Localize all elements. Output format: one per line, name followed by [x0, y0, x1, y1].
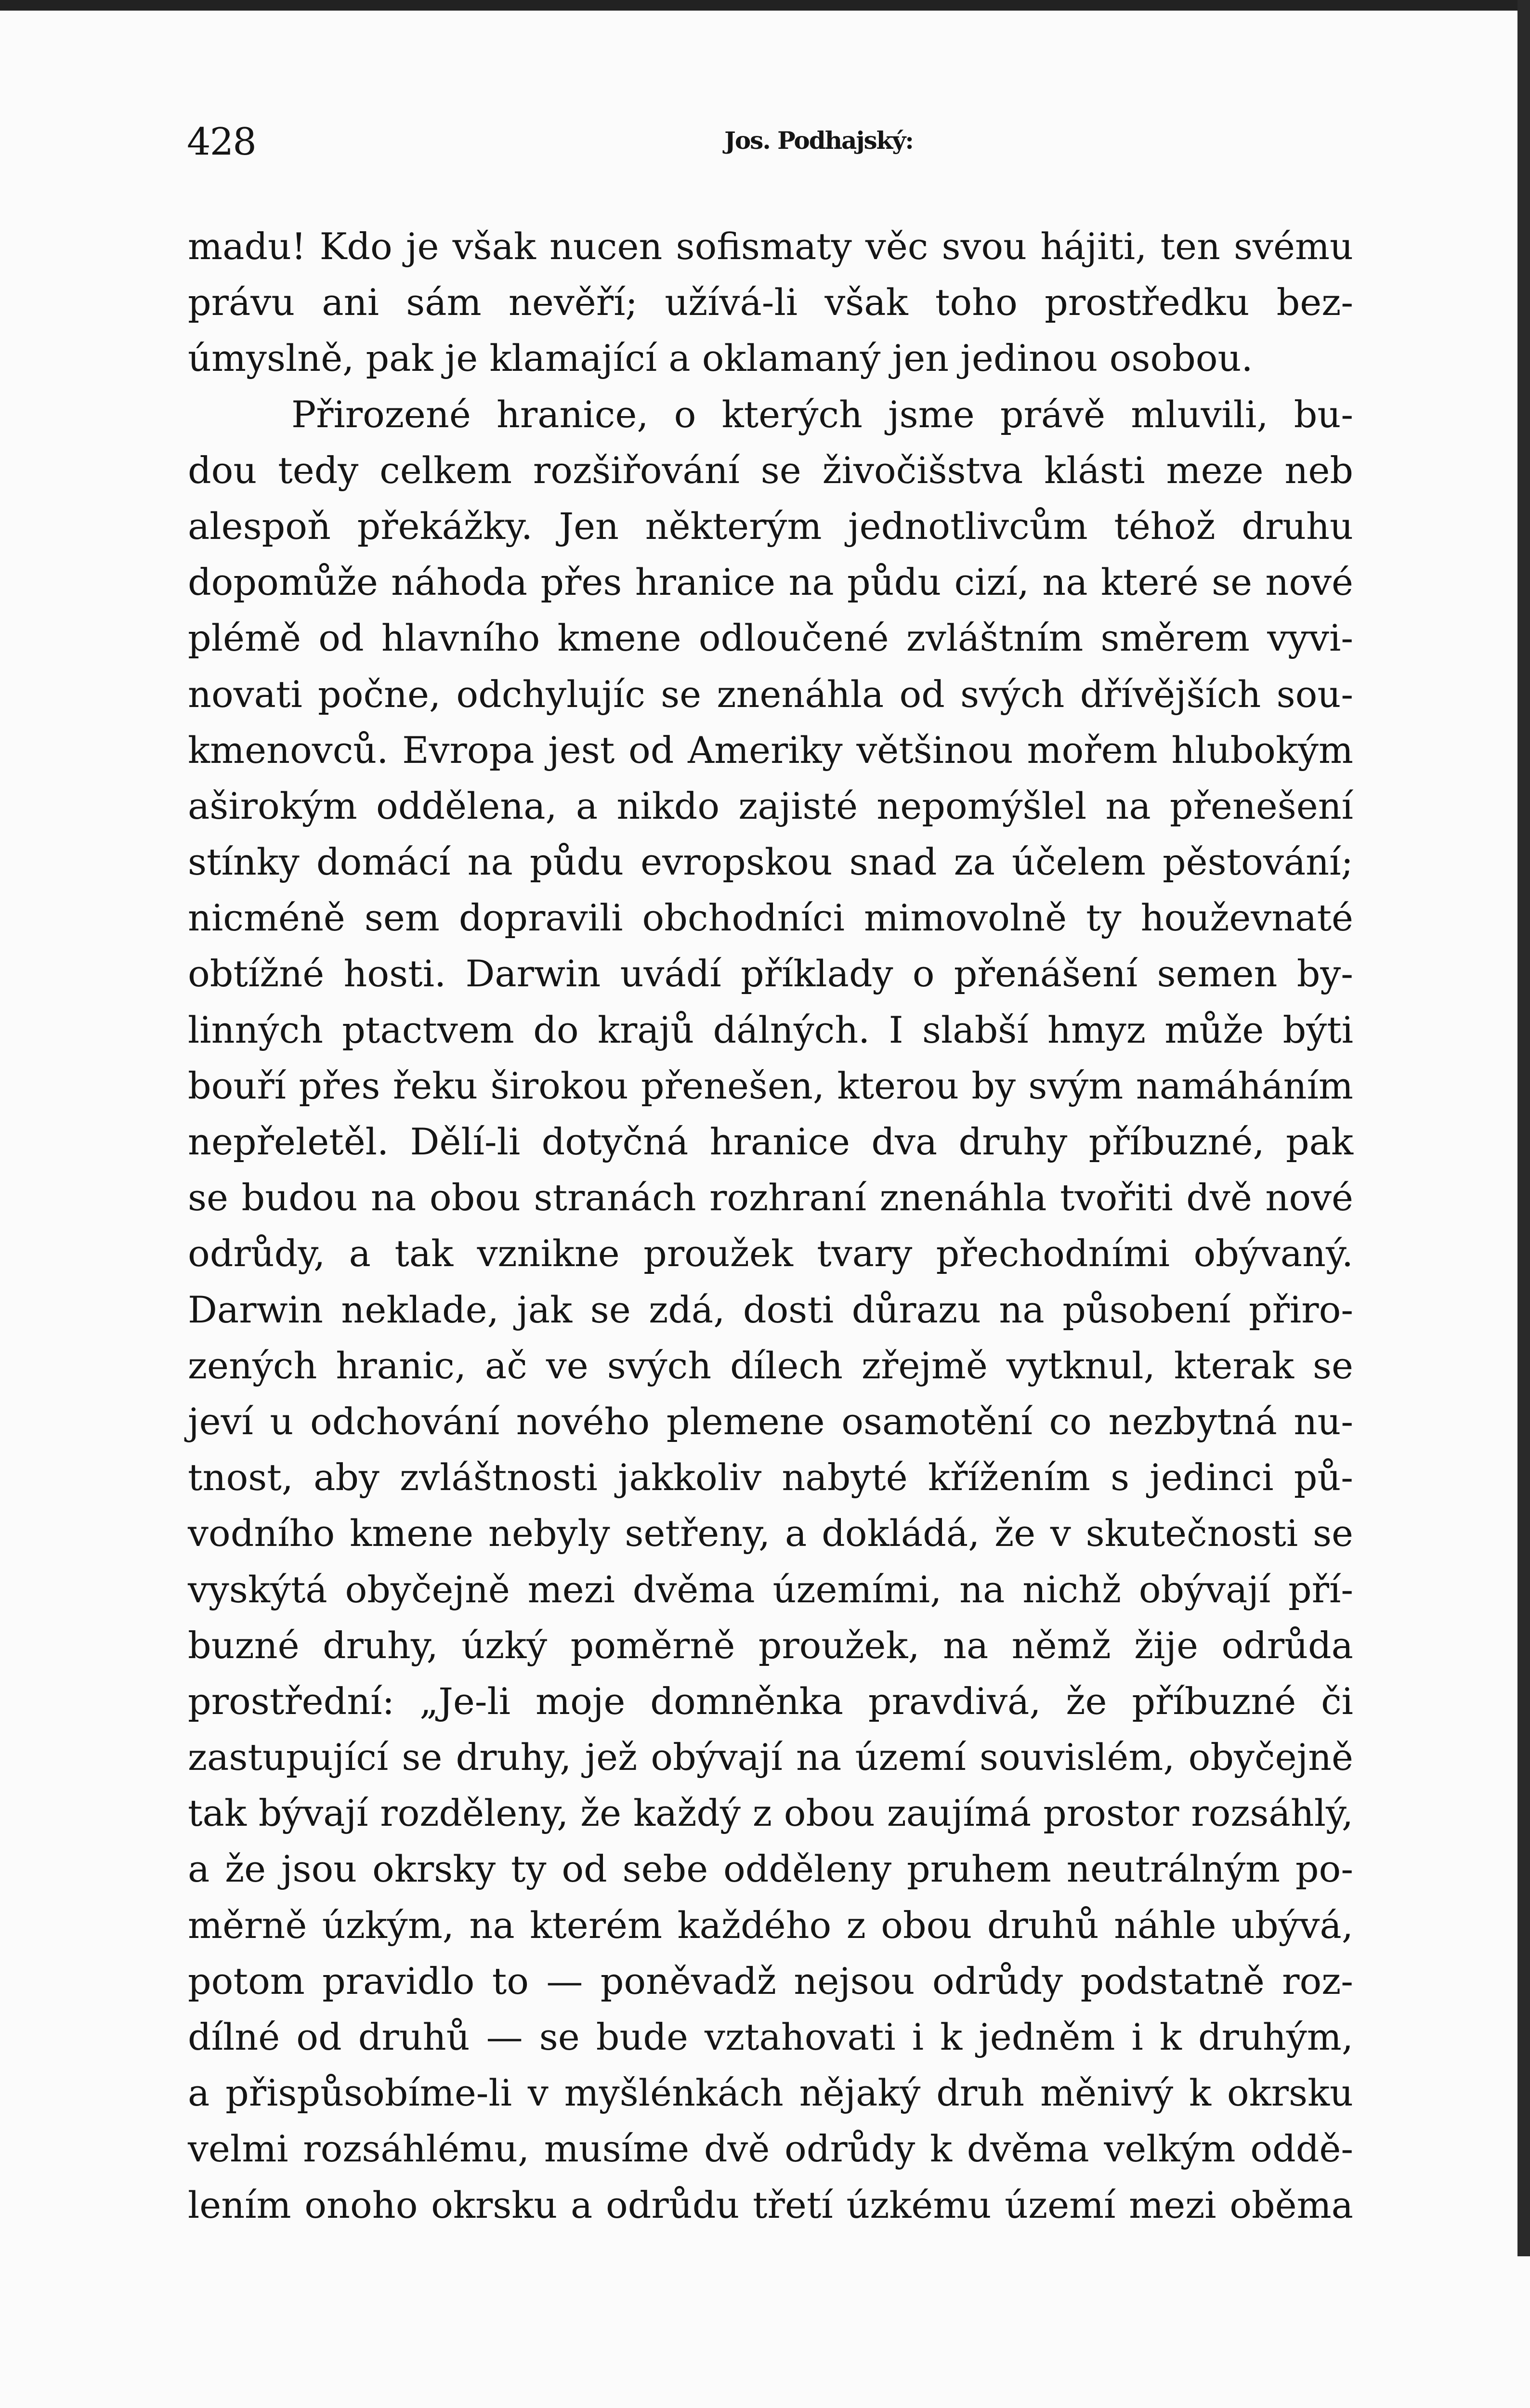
scan-border-top: [0, 0, 1530, 11]
text-line: [188, 782, 1353, 838]
text-line-content: právu ani sám nevěří; užívá-li však toho prostředku bez-: [188, 281, 1353, 324]
text-line-content: Přirozené hranice, o kterých jsme právě mluvili, bu-: [291, 393, 1353, 436]
text-line: [188, 1062, 1353, 1118]
text-line-content: tak bývají rozděleny, že každý z obou zaujímá prostor rozsáhlý,: [188, 1792, 1353, 1835]
text-line-content: bouří přes řeku širokou přenešen, kterou by svým namáháním: [188, 1064, 1353, 1107]
text-line-content: Darwin neklade, jak se zdá, dosti důrazu na působení přiro-: [188, 1288, 1353, 1331]
text-line-content: madu! Kdo je však nucen sofismaty věc svou hájiti, ten svému: [188, 225, 1353, 268]
text-line: [188, 838, 1353, 894]
text-line-content: alespoň překážky. Jen některým jednotlivcům téhož druhu: [188, 504, 1353, 548]
text-line: [188, 446, 1353, 502]
text-line: [188, 1677, 1353, 1733]
text-line-content: tnost, aby zvláštnosti jakkoliv nabyté křížením s jedinci pů-: [188, 1456, 1353, 1499]
text-line-content: obtížné hosti. Darwin uvádí příklady o přenášení semen by-: [188, 952, 1353, 995]
text-line: [188, 1118, 1353, 1174]
text-line-content: nicméně sem dopravili obchodníci mimovolně ty houževnaté: [188, 896, 1353, 940]
text-line: [188, 894, 1353, 950]
text-line-content: úmyslně, pak je klamající a oklamaný jen jedinou osobou.: [188, 337, 1253, 380]
text-line: [188, 1622, 1353, 1677]
text-line: [188, 1845, 1353, 1901]
page-number: 428: [187, 120, 256, 164]
text-line-content: buzné druhy, úzký poměrně proužek, na němž žije odrůda: [188, 1623, 1353, 1667]
text-line: [188, 278, 1353, 334]
text-line-content: aširokým oddělena, a nikdo zajisté nepomýšlel na přenešení: [188, 784, 1353, 827]
text-line: [188, 726, 1353, 782]
text-line-content: lením onoho okrsku a odrůdu třetí úzkému území mezi oběma: [188, 2183, 1353, 2226]
text-line-content: vyskýtá obyčejně mezi dvěma územími, na nichž obývají pří-: [188, 1568, 1353, 1611]
text-line-content: a přispůsobíme-li v myšlénkách nějaký druh měnivý k okrsku: [188, 2071, 1353, 2115]
text-line-content: vodního kmene nebyly setřeny, a dokládá, že v skutečnosti se: [188, 1512, 1353, 1555]
text-line-content: zastupující se druhy, jež obývají na území souvislém, obyčejně: [188, 1736, 1353, 1779]
text-line-content: novati počne, odchylujíc se znenáhla od svých dřívějších sou-: [188, 672, 1353, 716]
text-line-content: se budou na obou stranách rozhraní znenáhla tvořiti dvě nové: [188, 1176, 1353, 1219]
text-line-content: dou tedy celkem rozšiřování se živočišstva klásti meze neb: [188, 448, 1353, 492]
text-line: [188, 1789, 1353, 1845]
text-line: [188, 1230, 1353, 1285]
text-line: [188, 2069, 1353, 2125]
text-line: [188, 1398, 1353, 1453]
text-line: [188, 222, 1353, 278]
text-line: [188, 1286, 1353, 1342]
text-line-content: a že jsou okrsky ty od sebe odděleny pruhem neutrálným po-: [188, 1847, 1353, 1891]
scan-border-right: [1517, 0, 1530, 2256]
text-line: [188, 1174, 1353, 1230]
text-line-content: plémě od hlavního kmene odloučené zvláštním směrem vyvi-: [188, 616, 1353, 660]
text-line-content: jeví u odchování nového plemene osamotění co nezbytná nu-: [188, 1400, 1353, 1443]
text-line: [188, 1733, 1353, 1789]
text-line-content: zených hranic, ač ve svých dílech zřejmě vytknul, kterak se: [188, 1344, 1353, 1387]
text-line: [188, 1509, 1353, 1565]
text-line: [188, 1566, 1353, 1622]
body-text: [188, 222, 1353, 2237]
text-line-content: prostřední: „Je-li moje domněnka pravdivá, že příbuzné či: [188, 1679, 1353, 1723]
text-line: [188, 391, 1353, 446]
text-line: [188, 2181, 1353, 2237]
text-line-content: stínky domácí na půdu evropskou snad za účelem pěstování;: [188, 840, 1353, 884]
text-line-content: dopomůže náhoda přes hranice na půdu cizí, na které se nové: [188, 561, 1353, 604]
text-line: [188, 614, 1353, 670]
text-line-content: měrně úzkým, na kterém každého z obou druhů náhle ubývá,: [188, 1903, 1353, 1947]
text-line: [188, 2125, 1353, 2181]
text-line: [188, 1453, 1353, 1509]
text-line-content: dílné od druhů — se bude vztahovati i k jedněm i k druhým,: [188, 2015, 1353, 2058]
text-line-content: nepřeletěl. Dělí-li dotyčná hranice dva druhy příbuzné, pak: [188, 1120, 1353, 1163]
text-line: [188, 670, 1353, 726]
text-line: [188, 2013, 1353, 2069]
text-line: [188, 950, 1353, 1006]
text-line: [188, 1957, 1353, 2013]
text-line-content: velmi rozsáhlému, musíme dvě odrůdy k dvěma velkým oddě-: [188, 2127, 1353, 2171]
text-line-content: odrůdy, a tak vznikne proužek tvary přechodními obývaný.: [188, 1232, 1353, 1275]
text-line-content: kmenovců. Evropa jest od Ameriky většinou mořem hlubokým: [188, 728, 1353, 772]
text-line: [188, 1342, 1353, 1398]
text-line-content: linných ptactvem do krajů dálných. I slabší hmyz může býti: [188, 1008, 1353, 1051]
text-line: [188, 334, 1353, 390]
running-head: Jos. Podhajský:: [724, 126, 913, 155]
text-line: [188, 1901, 1353, 1957]
text-line: [188, 558, 1353, 614]
text-line: [188, 1006, 1353, 1062]
text-line: [188, 502, 1353, 558]
text-line-content: potom pravidlo to — poněvadž nejsou odrůdy podstatně roz-: [188, 1959, 1353, 2002]
